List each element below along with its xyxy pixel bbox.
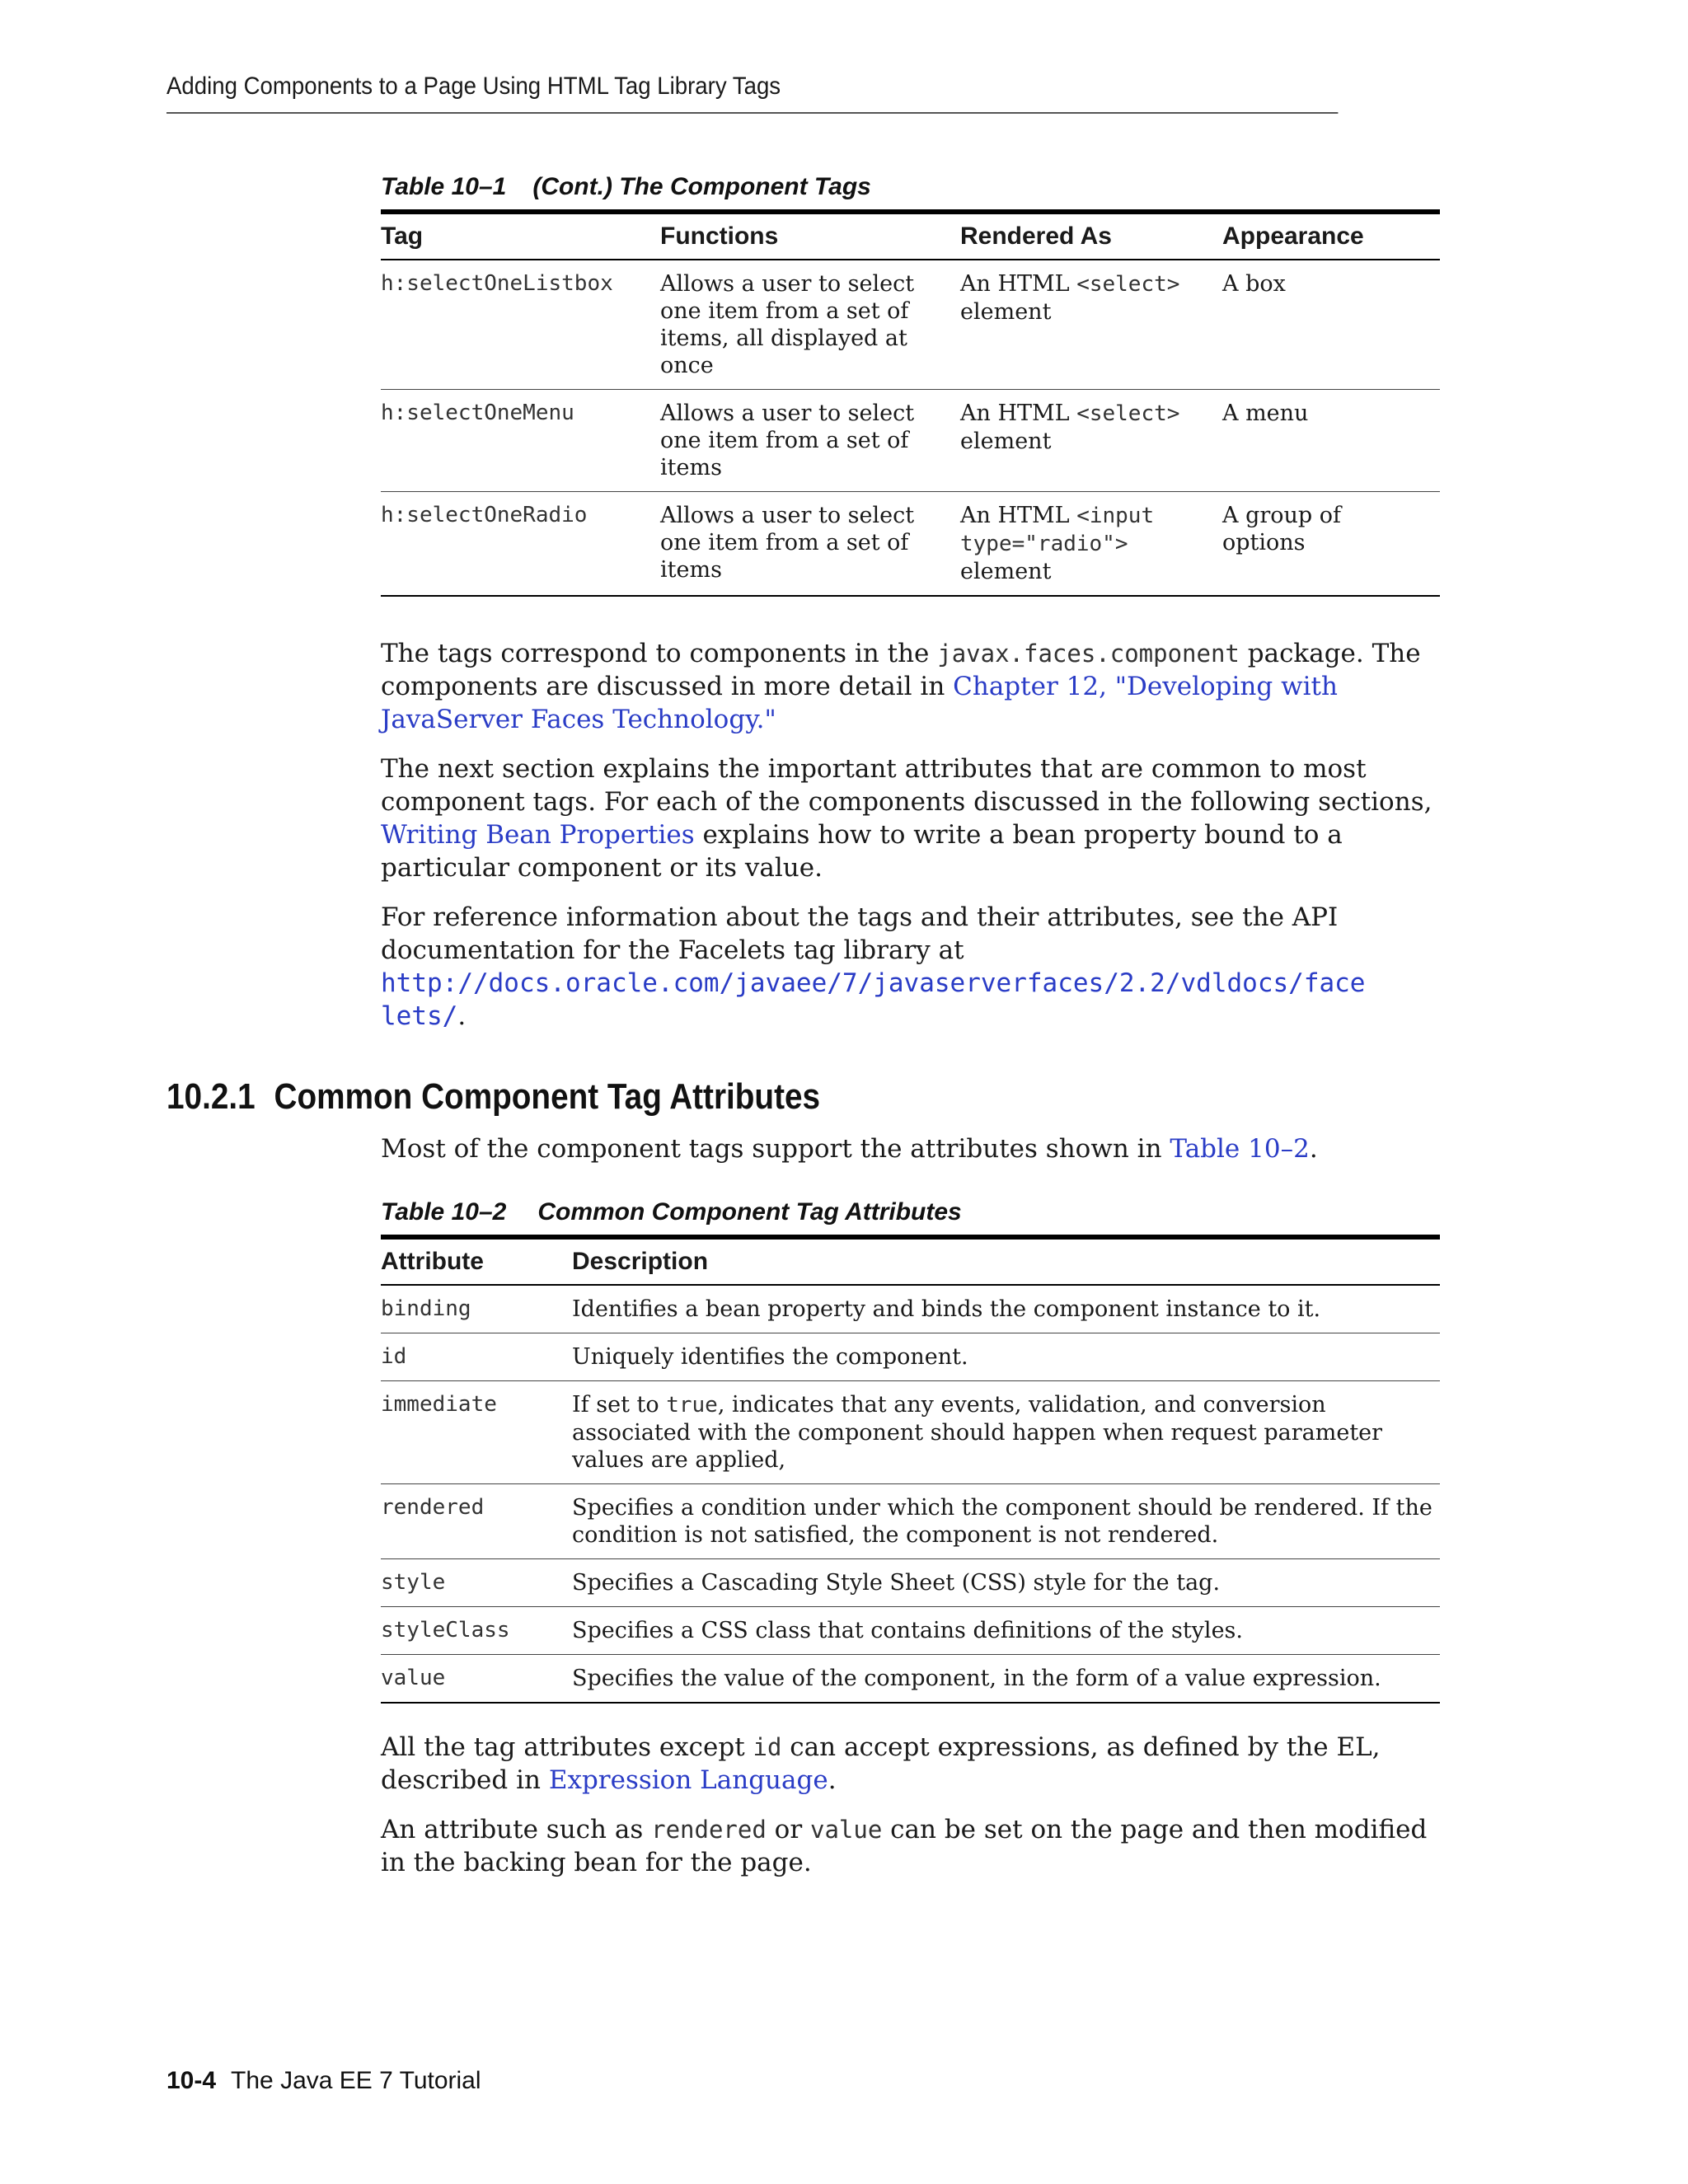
rendered-cell xyxy=(960,260,1222,390)
table-row xyxy=(381,260,1440,390)
tag-cell: h:selectOneRadio xyxy=(381,503,588,527)
rendered-text: An HTML xyxy=(960,401,1077,426)
appearance-cell: A menu xyxy=(1222,401,1309,426)
rendered-code: <input type="radio"> xyxy=(960,504,1155,556)
expression-language-link[interactable]: Expression Language xyxy=(548,1765,828,1795)
table-10-2-block xyxy=(381,1198,1440,1704)
appearance-cell: A box xyxy=(1222,271,1286,297)
paragraph-text: package. The components are discussed in more detail in xyxy=(381,639,1421,701)
book-title: The Java EE 7 Tutorial xyxy=(231,2067,481,2094)
rendered-cell xyxy=(960,492,1222,597)
rendered-text: element xyxy=(960,559,1052,584)
table-row xyxy=(381,1381,1440,1484)
table-row xyxy=(381,1655,1440,1704)
attribute-cell: style xyxy=(381,1570,446,1595)
inline-code: rendered xyxy=(651,1816,767,1844)
running-header: Adding Components to a Page Using HTML Tag Library Tags xyxy=(166,73,1338,114)
description-cell: Specifies the value of the component, in the form of a value expression. xyxy=(572,1666,1381,1691)
caption-number: Table 10–2 xyxy=(381,1198,507,1226)
table-header-row xyxy=(381,212,1440,260)
paragraph-text: can be set on the page and then modified in the backing bean for the page. xyxy=(381,1815,1428,1877)
closing-text-block xyxy=(381,1731,1440,1896)
table-10-2-link[interactable]: Table 10–2 xyxy=(1170,1134,1310,1164)
attribute-cell: rendered xyxy=(381,1495,485,1520)
url-part: http://docs.oracle.com/javaee/7/javaserverfaces/2.2/vdldocs/face xyxy=(381,968,1366,998)
tag-cell: h:selectOneMenu xyxy=(381,401,574,425)
paragraph-text: An attribute such as xyxy=(381,1815,652,1844)
rendered-text: element xyxy=(960,429,1052,454)
description-cell xyxy=(572,1381,1440,1484)
function-cell: Allows a user to select one item from a set of items xyxy=(660,401,915,480)
description-cell: Specifies a Cascading Style Sheet (CSS) style for the tag. xyxy=(572,1570,1221,1596)
appearance-cell: A group of options xyxy=(1222,503,1342,555)
section-heading xyxy=(166,1076,820,1118)
column-header-description: Description xyxy=(572,1248,709,1275)
url-part: lets/ xyxy=(381,1001,458,1031)
attribute-cell: immediate xyxy=(381,1392,497,1417)
writing-bean-properties-link[interactable]: Writing Bean Properties xyxy=(381,820,695,850)
facelets-docs-url-link[interactable] xyxy=(381,968,1365,1031)
rendered-text: An HTML xyxy=(960,271,1077,297)
description-cell: Specifies a condition under which the component should be rendered. If the condition is not satisfied, the component is not rendered. xyxy=(572,1495,1432,1548)
page-footer xyxy=(166,2067,481,2095)
common-attributes-table xyxy=(381,1235,1440,1704)
paragraph-next-section xyxy=(381,752,1440,884)
paragraph-tag-attributes-expressions xyxy=(381,1731,1440,1797)
section-intro-block xyxy=(381,1132,1440,1182)
section-number: 10.2.1 xyxy=(166,1076,256,1117)
rendered-cell xyxy=(960,390,1222,492)
tag-cell: h:selectOneListbox xyxy=(381,271,613,296)
table-row xyxy=(381,492,1440,597)
table-row xyxy=(381,1333,1440,1381)
description-cell: Identifies a bean property and binds the component instance to it. xyxy=(572,1296,1321,1322)
function-cell: Allows a user to select one item from a set of items, all displayed at once xyxy=(660,271,915,378)
paragraph-tags-correspond xyxy=(381,637,1440,736)
paragraph-most-tags xyxy=(381,1132,1440,1165)
column-header-rendered-as: Rendered As xyxy=(960,223,1112,250)
paragraph-text: Most of the component tags support the attributes shown in xyxy=(381,1134,1170,1164)
table-row xyxy=(381,1285,1440,1333)
table-row xyxy=(381,1607,1440,1655)
paragraph-text: . xyxy=(1309,1134,1318,1164)
caption-title: Common Component Tag Attributes xyxy=(537,1198,962,1226)
paragraph-reference-info xyxy=(381,901,1440,1033)
column-header-tag: Tag xyxy=(381,223,424,250)
table-row xyxy=(381,1484,1440,1559)
attribute-cell: id xyxy=(381,1344,407,1369)
paragraph-text: All the tag attributes except xyxy=(381,1732,753,1762)
caption-title: (Cont.) The Component Tags xyxy=(532,173,871,200)
body-text-block xyxy=(381,637,1440,1049)
rendered-code: <select> xyxy=(1076,272,1180,297)
attribute-cell: styleClass xyxy=(381,1618,510,1643)
inline-code: javax.faces.component xyxy=(937,640,1240,668)
column-header-attribute: Attribute xyxy=(381,1248,484,1275)
table-row xyxy=(381,390,1440,492)
description-text: If set to xyxy=(572,1392,667,1418)
paragraph-text: . xyxy=(457,1001,467,1031)
table-header-row xyxy=(381,1237,1440,1285)
inline-code: value xyxy=(810,1816,883,1844)
function-cell: Allows a user to select one item from a set of items xyxy=(660,503,915,583)
paragraph-text: For reference information about the tags and their attributes, see the API documentation for the Facelets tag library at xyxy=(381,902,1339,965)
inline-code: true xyxy=(666,1393,718,1418)
table-10-2-caption xyxy=(381,1198,1440,1226)
table-10-1-caption xyxy=(381,173,1440,201)
column-header-appearance: Appearance xyxy=(1222,223,1364,250)
attribute-cell: value xyxy=(381,1666,446,1690)
paragraph-text: The tags correspond to components in the xyxy=(381,639,938,668)
paragraph-rendered-value xyxy=(381,1813,1440,1879)
caption-number: Table 10–1 xyxy=(381,173,507,200)
description-cell: Uniquely identifies the component. xyxy=(572,1344,968,1370)
rendered-code: <select> xyxy=(1076,401,1180,426)
paragraph-text: The next section explains the important attributes that are common to most component tags. For each of the components discussed in the following sections, xyxy=(381,754,1432,817)
description-text: , indicates that any events, validation, and conversion associated with the component should happen when request parameter values are applied, xyxy=(572,1392,1383,1473)
section-title: Common Component Tag Attributes xyxy=(274,1076,821,1117)
rendered-text: An HTML xyxy=(960,503,1077,528)
description-cell: Specifies a CSS class that contains definitions of the styles. xyxy=(572,1618,1243,1643)
column-header-functions: Functions xyxy=(660,223,779,250)
chapter-12-link[interactable]: Chapter 12, "Developing with JavaServer Faces Technology." xyxy=(381,672,1338,734)
inline-code: id xyxy=(753,1733,782,1761)
paragraph-text: can accept expressions, as defined by the EL, described in xyxy=(381,1732,1381,1795)
paragraph-text: explains how to write a bean property bound to a particular component or its value. xyxy=(381,820,1343,883)
attribute-cell: binding xyxy=(381,1296,471,1321)
rendered-text: element xyxy=(960,299,1052,325)
component-tags-table xyxy=(381,209,1440,597)
page-number: 10-4 xyxy=(166,2067,217,2094)
paragraph-text: or xyxy=(766,1815,810,1844)
paragraph-text: . xyxy=(828,1765,837,1795)
table-10-1-block xyxy=(381,173,1440,597)
table-row xyxy=(381,1559,1440,1607)
